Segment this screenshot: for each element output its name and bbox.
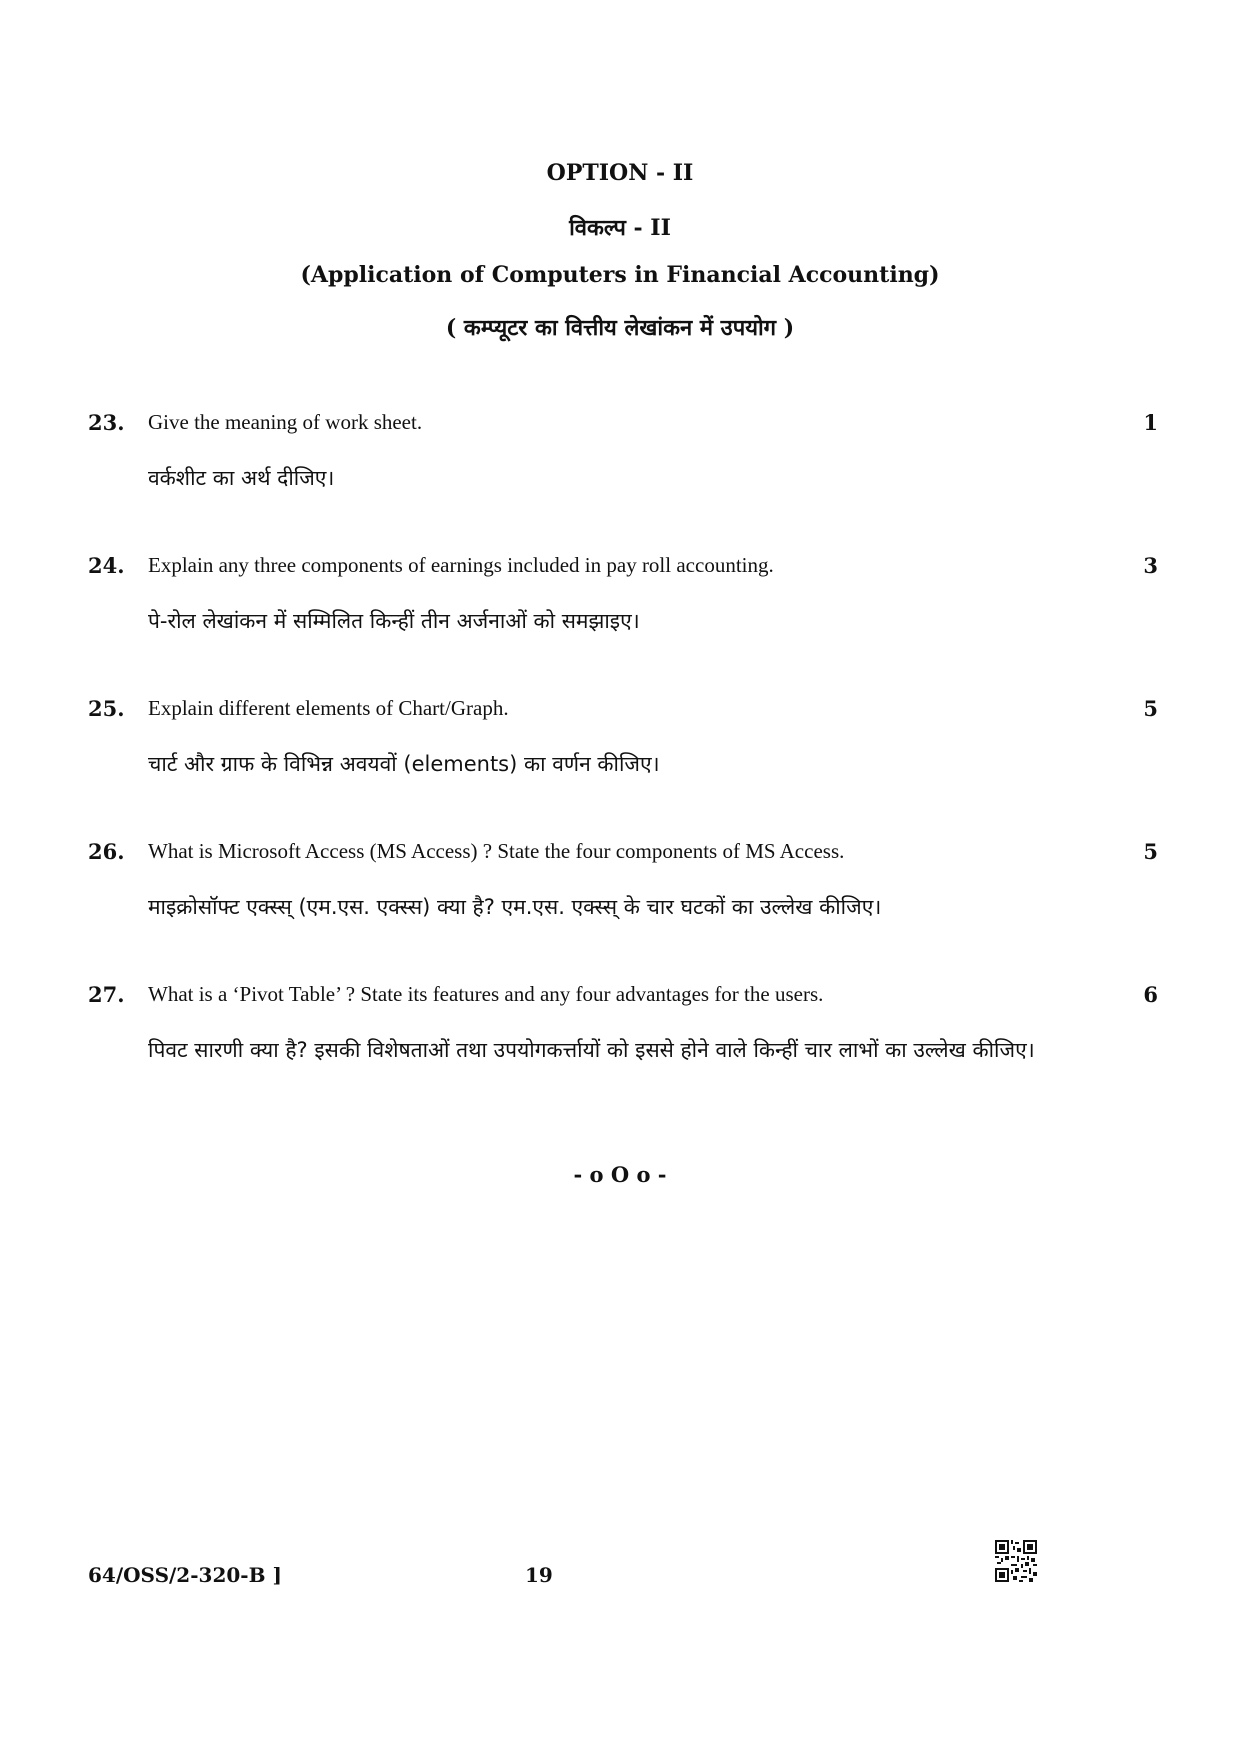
question-marks: 3: [1143, 553, 1158, 578]
paper-code: 64/OSS/2-320-B ]: [88, 1563, 282, 1587]
question-number: 24.: [88, 553, 125, 578]
section-title-hindi: ( कम्प्यूटर का वित्तीय लेखांकन में उपयोग ): [445, 315, 795, 341]
option-heading: OPTION - II: [546, 160, 694, 186]
question-text-hindi: पे-रोल लेखांकन में सम्मिलित किन्हीं तीन अर्जनाओं को समझाइए।: [148, 609, 640, 633]
page-number: 19: [525, 1563, 553, 1587]
question-number: 25.: [88, 696, 125, 721]
end-of-paper-mark: - o O o -: [573, 1162, 667, 1187]
question-number: 23.: [88, 410, 125, 435]
question-marks: 6: [1143, 982, 1158, 1007]
question-marks: 5: [1143, 696, 1158, 721]
question-text-hindi: माइक्रोसॉफ्ट एक्स्स् (एम.एस. एक्स्स) क्या है? एम.एस. एक्स्स् के चार घटकों का उल्लेख कीजिए।: [148, 895, 882, 919]
question-number: 27.: [88, 982, 125, 1007]
question-text: What is Microsoft Access (MS Access) ? State the four components of MS Access.: [148, 839, 845, 863]
question-text-hindi: चार्ट और ग्राफ के विभिन्न अवयवों (elements) का वर्णन कीजिए।: [148, 752, 660, 776]
question-text-hindi: पिवट सारणी क्या है? इसकी विशेषताओं तथा उपयोगकर्त्तायों को इससे होने वाले किन्हीं चार लाभों का उल्लेख कीजिए।: [148, 1038, 1035, 1062]
option-heading-hindi: विकल्प - II: [569, 215, 671, 241]
question-marks: 1: [1143, 410, 1158, 435]
question-number: 26.: [88, 839, 125, 864]
question-text: Explain any three components of earnings included in pay roll accounting.: [148, 553, 774, 577]
question-text: Explain different elements of Chart/Graph.: [148, 696, 509, 720]
question-text: What is a ‘Pivot Table’ ? State its features and any four advantages for the users.: [148, 982, 824, 1006]
qr-code-icon: [995, 1540, 1037, 1582]
section-title: (Application of Computers in Financial Accounting): [300, 262, 940, 288]
question-text-hindi: वर्कशीट का अर्थ दीजिए।: [148, 466, 335, 490]
question-text: Give the meaning of work sheet.: [148, 410, 423, 434]
question-marks: 5: [1143, 839, 1158, 864]
